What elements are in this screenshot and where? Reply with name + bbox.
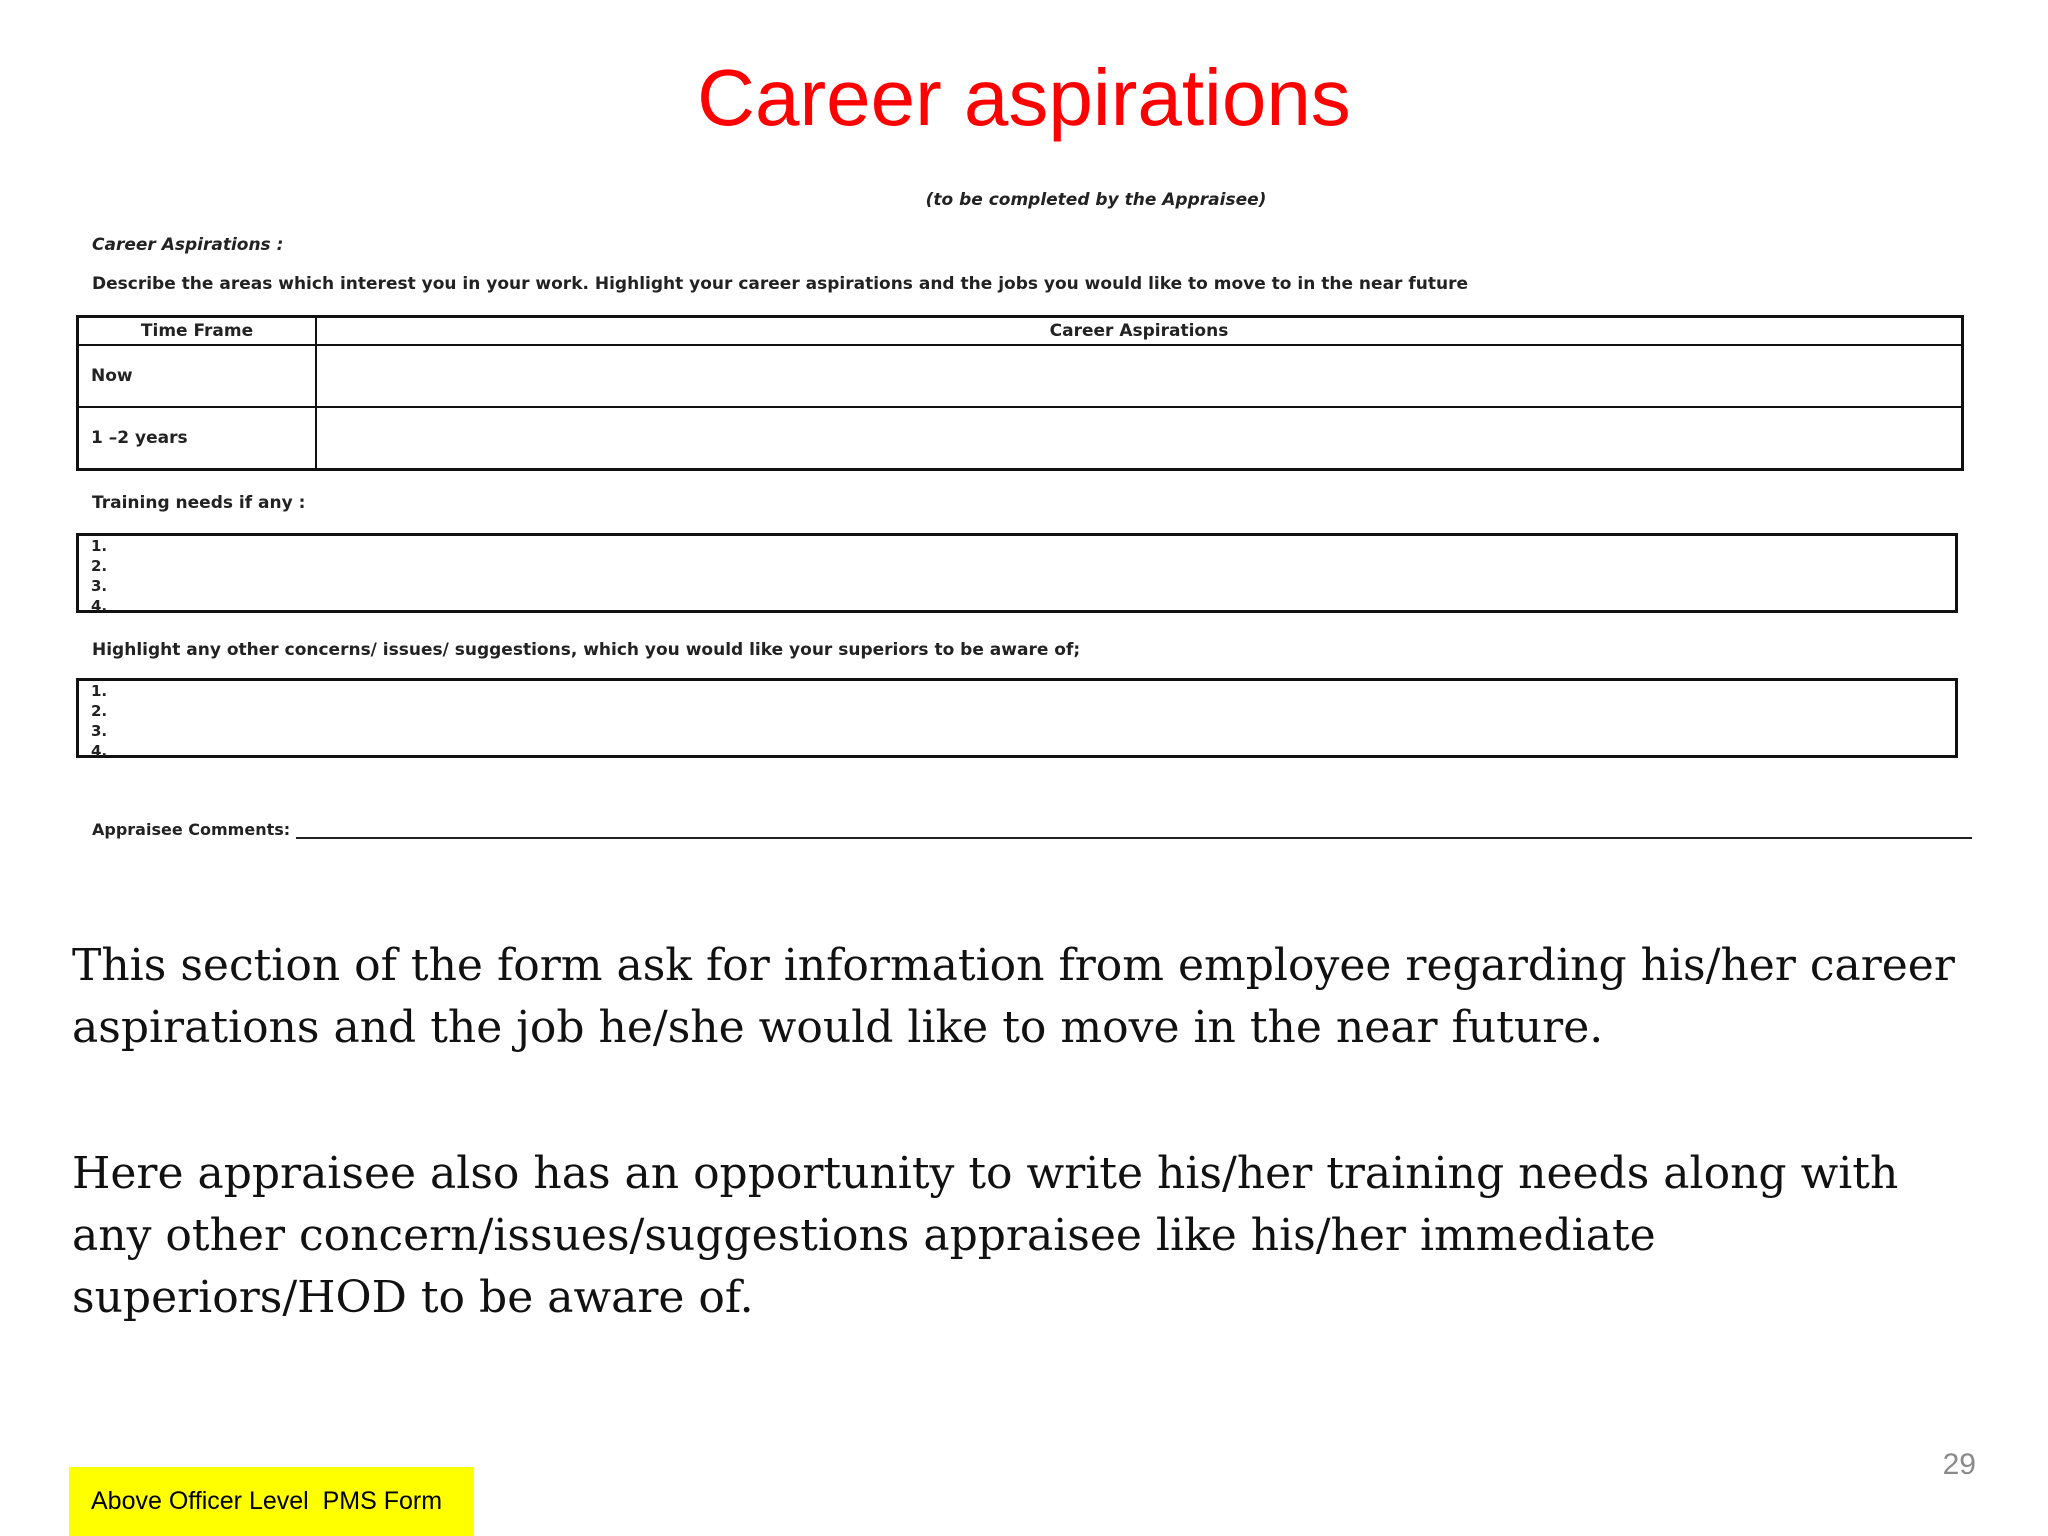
body-paragraph-1: This section of the form ask for information from employee regarding his/her career aspirations and the job he/she would like to move in the near future. <box>72 940 1955 1053</box>
concerns-label: Highlight any other concerns/ issues/ suggestions, which you would like your superiors to be aware of; <box>92 640 1081 660</box>
aspirations-table <box>76 315 1964 471</box>
career-aspirations-form <box>76 190 1976 850</box>
table-header-row <box>78 317 1963 346</box>
list-item: 2. <box>91 557 108 575</box>
appraisee-comments-label: Appraisee Comments: <box>92 820 291 839</box>
list-item: 1. <box>91 682 108 700</box>
column-header-time-frame: Time Frame <box>78 317 317 346</box>
list-item: 3. <box>91 577 108 595</box>
body-paragraph-2: Here appraisee also has an opportunity to write his/her training needs along with any other concern/issues/suggestions appraisee like his/her immediate superiors/HOD to be aware of. <box>72 1148 1899 1323</box>
concerns-box <box>76 678 1958 758</box>
slide-title: Career aspirations <box>697 53 1351 142</box>
time-frame-cell: 1 –2 years <box>78 407 317 470</box>
page-number: 29 <box>1942 1448 1976 1481</box>
form-heading: Career Aspirations : <box>92 235 284 255</box>
list-item: 4. <box>91 597 108 615</box>
training-needs-label: Training needs if any : <box>92 493 306 513</box>
time-frame-cell: Now <box>78 345 317 407</box>
form-subtitle: (to be completed by the Appraisee) <box>925 190 1267 210</box>
appraisee-comments <box>92 820 1972 839</box>
table-row <box>78 345 1963 407</box>
column-header-career-aspirations: Career Aspirations <box>316 317 1963 346</box>
aspiration-cell <box>316 407 1963 470</box>
list-item: 4. <box>91 742 108 760</box>
list-item: 1. <box>91 537 108 555</box>
training-needs-box <box>76 533 1958 613</box>
table-row <box>78 407 1963 470</box>
form-instruction: Describe the areas which interest you in your work. Highlight your career aspirations and the jobs you would like to move to in the near future <box>92 274 1468 294</box>
list-item: 2. <box>91 702 108 720</box>
comments-underline <box>296 821 1972 839</box>
aspiration-cell <box>316 345 1963 407</box>
footer-tag: Above Officer Level PMS Form <box>69 1467 474 1536</box>
list-item: 3. <box>91 722 108 740</box>
